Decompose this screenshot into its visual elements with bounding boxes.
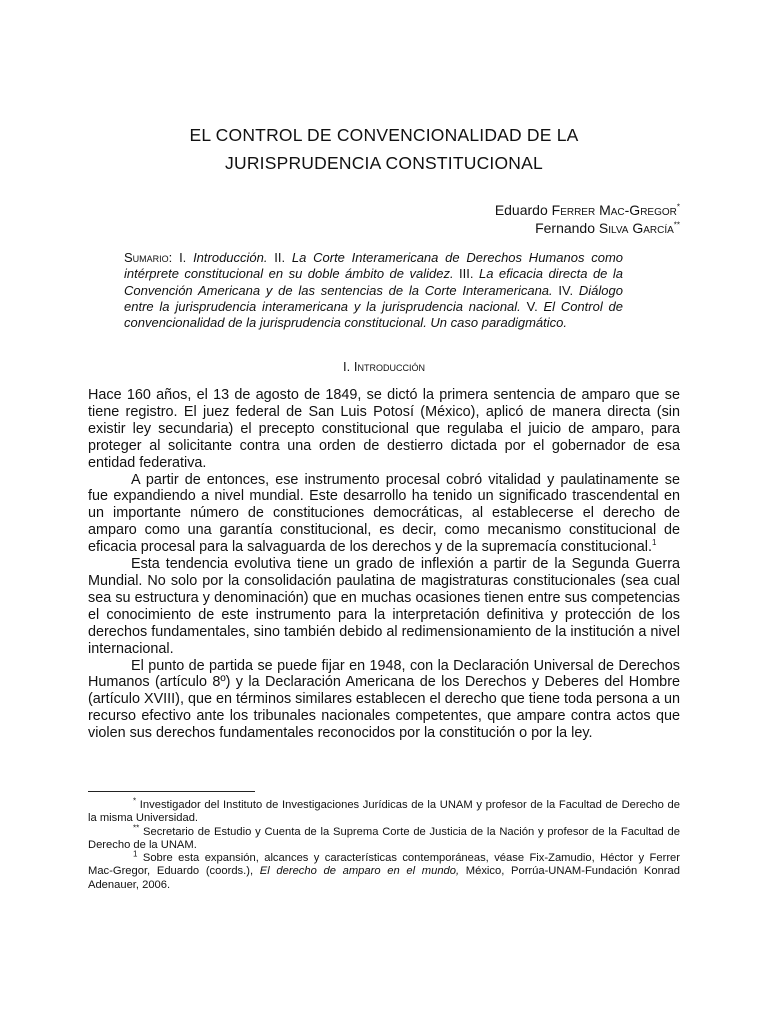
- footnote-divider: [88, 791, 255, 792]
- footnote-1-mark: *: [133, 796, 137, 806]
- section-number: I.: [343, 359, 354, 374]
- summary-item-2: La Corte Interamericana de Derechos Humanos como intérprete constitucional en su doble ámbito de validez.: [124, 250, 623, 282]
- footnote-1: [88, 796, 680, 826]
- footnote-3-text-b: México, Porrúa-UNAM-Fundación Konrad Adenauer, 2006.: [88, 865, 680, 891]
- footnote-3-mark: 1: [133, 849, 138, 859]
- author-1-note-mark: *: [676, 202, 680, 212]
- summary-num-5: V.: [520, 298, 544, 314]
- footnote-ref-1[interactable]: 1: [651, 538, 657, 548]
- footnote-2: [88, 822, 680, 853]
- paragraph-2-text: A partir de entonces, ese instrumento procesal cobró vitalidad y paulatinamente se fue expandiendo a nivel mundial. Este desarrollo ha tenido un significado trascendental en un importante número de constituciones democráticas, al establecerse el derecho de amparo como una garantía constitucional, es decir, como mecanismo constitucional de eficacia procesal para la salvaguarda de los derechos y de la supremacía constitucional.: [88, 471, 680, 556]
- summary-num-1: I.: [179, 250, 194, 265]
- summary-num-2: II.: [267, 250, 292, 265]
- footnote-3-text-a: Sobre esta expansión, alcances y características contemporáneas, véase Fix-Zamudio, Héctor y Ferrer Mac-Gregor, Eduardo (coords.),: [88, 852, 680, 878]
- summary-separator: :: [168, 250, 180, 265]
- summary-item-1: Introducción.: [193, 250, 268, 265]
- summary-block: [124, 250, 623, 331]
- summary-num-4: IV.: [552, 282, 579, 298]
- body-text: [88, 387, 680, 742]
- footnote-1-text: Investigador del Instituto de Investigaciones Jurídicas de la UNAM y profesor de la Facultad de Derecho de la misma Universidad.: [88, 799, 680, 825]
- author-1: [495, 201, 680, 219]
- paragraph-3: Esta tendencia evolutiva tiene un grado de inflexión a partir de la Segunda Guerra Mundial. No solo por la consolidación paulatina de magistraturas constitucionales (sea cual sea su estructura y denominación) que en muchas ocasiones tienen entre sus competencias el conocimiento de este instrumento para la interpretación definitiva y protección de los derechos fundamentales, sino también debido al redimensionamiento de la institución a nivel internacional.: [88, 556, 680, 657]
- article-title-line-1: EL CONTROL DE CONVENCIONALIDAD DE LA: [189, 125, 579, 145]
- summary-item-4: Diálogo entre la jurisprudencia interamericana y la jurisprudencia nacional.: [124, 282, 623, 314]
- summary-item-5: El Control de convencionalidad de la jurisprudencia constitucional. Un caso paradigmático.: [124, 298, 623, 331]
- footnote-2-text: Secretario de Estudio y Cuenta de la Suprema Corte de Justicia de la Nación y profesor de la Facultad de Derecho de la UNAM.: [88, 825, 680, 851]
- paragraph-2: [88, 472, 680, 557]
- author-2-surname: Silva García: [598, 220, 674, 236]
- footnote-2-mark: **: [133, 822, 140, 832]
- summary-num-3: III.: [453, 266, 479, 282]
- authors-block: [495, 201, 680, 237]
- author-1-surname: Ferrer Mac-Gregor: [551, 202, 677, 218]
- footnote-3: [88, 849, 680, 892]
- author-2-first-name: Fernando: [535, 220, 599, 236]
- author-2: [495, 219, 680, 237]
- author-2-note-mark: **: [673, 220, 680, 230]
- footnote-3-book-title: El derecho de amparo en el mundo,: [259, 865, 460, 878]
- section-title: Introducción: [353, 359, 425, 374]
- paragraph-1: Hace 160 años, el 13 de agosto de 1849, se dictó la primera sentencia de amparo que se tiene registro. El juez federal de San Luis Potosí (México), aplicó de manera directa (sin existir ley secundaria) el precepto constitucional que regulaba el juicio de amparo, para proteger al solicitante contra una orden de destierro dictada por el gobernador de esa entidad federativa.: [88, 387, 680, 471]
- summary-label: Sumario: [124, 250, 169, 265]
- summary-text: [124, 250, 623, 331]
- article-title-line-2: JURISPRUDENCIA CONSTITUCIONAL: [225, 153, 543, 173]
- summary-item-3: La eficacia directa de la Convención Americana y de las sentencias de la Corte Interamericana.: [124, 266, 623, 298]
- section-heading: [0, 359, 768, 374]
- paragraph-4: El punto de partida se puede fijar en 1948, con la Declaración Universal de Derechos Humanos (artículo 8º) y la Declaración Americana de los Derechos y Deberes del Hombre (artículo XVIII), que en términos similares establecen el derecho que tiene toda persona a un recurso efectivo ante los tribunales nacionales competentes, que ampare contra actos que violen sus derechos fundamentales reconocidos por la constitución o por la ley.: [88, 657, 680, 742]
- footnotes: [88, 796, 680, 892]
- author-1-first-name: Eduardo: [494, 202, 552, 218]
